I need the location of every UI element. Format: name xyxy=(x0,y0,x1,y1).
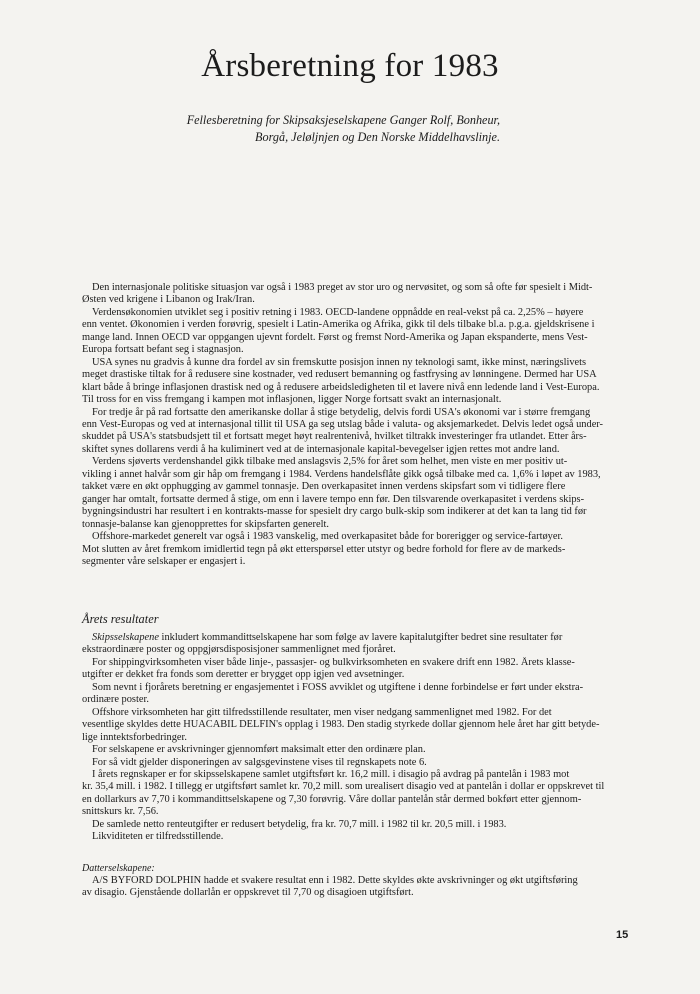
text-line: lige inntektsforbedringer. xyxy=(82,731,188,743)
text-line: Verdensøkonomien utviklet seg i positiv retning i 1983. OECD-landene oppnådde en real-vekst på ca. 2,25% – høyere xyxy=(92,306,584,318)
paragraph xyxy=(82,744,622,756)
text-line: meget drastiske tiltak for å redusere sine kostnader, ved redusert bemanning og fastfrysing av lønningene. Dermed har USA xyxy=(82,369,597,381)
text-line: tonnasje-balanse kan gjenopprettes for skipsfarten generelt. xyxy=(82,518,329,530)
text-line: ordinære poster. xyxy=(82,694,149,706)
results-text xyxy=(82,632,622,844)
paragraph xyxy=(82,682,622,707)
text-line: mange land. Innen OECD var oppgangen ujevnt fordelt. Først og fremst Nord-Amerika og Japan ekspanderte, mens Vest- xyxy=(82,331,588,343)
text-line: skuddet på USA's statsbudsjett til et fortsatt meget høyt realrentenivå, hvilket tiltrakk investeringer fra utlandet. Etter års- xyxy=(82,431,587,443)
text-line: De samlede netto renteutgifter er redusert betydelig, fra kr. 70,7 mill. i 1982 til kr. 20,5 mill. i 1983. xyxy=(92,818,507,830)
text-line: Skipsselskapene inkludert kommandittselskapene har som følge av lavere kapitalutgifter bedret sine resultater før xyxy=(92,632,563,643)
page-number: 15 xyxy=(616,929,629,941)
text-line: I årets regnskaper er for skipsselskapene samlet utgiftsført kr. 16,2 mill. i disagio på avdrag på pantelån i 1983 mot xyxy=(92,768,570,780)
lead-term: Skipsselskapene xyxy=(92,632,159,643)
text-line: Likviditeten er tilfredsstillende. xyxy=(92,831,224,843)
text-line: vesentlige skyldes dette HUACABIL DELFIN's opplag i 1983. Den stadig styrkede dollar gjennom hele året har gitt betyde- xyxy=(82,719,600,731)
subtitle xyxy=(150,112,500,146)
paragraph xyxy=(82,282,622,307)
subtitle-line: Borgå, Jeløljnjen og Den Norske Middelhavslinje. xyxy=(255,130,500,144)
text-line: segmenter våre selskaper er engasjert i. xyxy=(82,555,246,567)
text-line: Europa fortsatt befant seg i stagnasjon. xyxy=(82,344,244,356)
text-line: Den internasjonale politiske situasjon var også i 1983 preget av stor uro og nervøsitet, og som så ofte før spesielt i Midt- xyxy=(92,282,593,293)
paragraph xyxy=(82,531,622,568)
text-line: vikling i annet halvår som gir håp om fremgang i 1984. Verdens handelsflåte gikk også tilbake med ca. 1,6% i løpet av 1983, xyxy=(82,468,601,480)
text-line: Østen ved krigene i Libanon og Irak/Iran. xyxy=(82,294,255,306)
paragraph xyxy=(82,819,622,831)
page-title: Årsberetning for 1983 xyxy=(201,48,499,84)
text-line: skiftet synes dollarens verdi å ha kuliminert ved at de internasjonale kapital-bevegelser igjen rettes mot andre land. xyxy=(82,443,560,455)
text-line: USA synes nu gradvis å kunne dra fordel av sin fremskutte posisjon innen ny teknologi samt, ikke minst, næringslivets xyxy=(92,356,587,368)
text-line: A/S BYFORD DOLPHIN hadde et svakere resultat enn i 1982. Dette skyldes økte avskrivninger og økt utgiftsføring xyxy=(92,875,578,886)
paragraph xyxy=(82,657,622,682)
text-line: utgifter er dekket fra fonds som deretter er brygget opp igjen ved avsetninger. xyxy=(82,669,405,681)
text-line: Som nevnt i fjorårets beretning er engasjementet i FOSS avviklet og utgiftene i denne forbindelse er ført under ekstra- xyxy=(92,681,584,693)
text-line: bygningsindustri har resultert i en kontrakts-masse for spesielt dry cargo bulk-skip som indikerer at det kan ta lang tid før xyxy=(82,506,587,518)
intro-text xyxy=(82,282,622,568)
paragraph xyxy=(82,456,622,531)
paragraph xyxy=(82,632,622,657)
text-line: Offshore virksomheten har gitt tilfredsstillende resultater, men viser nedgang sammenlignet med 1982. For det xyxy=(92,706,552,718)
section-heading: Årets resultater xyxy=(82,612,159,626)
paragraph xyxy=(82,757,622,769)
text-line: klart både å bringe inflasjonen drastisk ned og å redusere arbeidsledigheten til et lavere nivå enn ledende land i Vest-Europa. xyxy=(82,381,600,393)
text-line: en dollarkurs av 7,70 i kommandittselskapene og 7,30 forøvrig. Våre dollar pantelån står dermed bokført etter gjennom- xyxy=(82,793,582,805)
text-line: kr. 35,4 mill. i 1982. I tillegg er utgiftsført samlet kr. 70,2 mill. som urealisert disagio ved at pantelån i dollar er oppskrevet til xyxy=(82,781,605,793)
paragraph xyxy=(82,875,622,900)
text-line: ekstraordinære poster og oppgjørsdisposisjoner sammenlignet med fjoråret. xyxy=(82,644,396,656)
text-line: Til tross for en viss fremgang i kampen mot inflasjonen, ligger Norge fortsatt svakt an internasjonalt. xyxy=(82,394,502,406)
paragraph xyxy=(82,707,622,744)
text-line: For så vidt gjelder disponeringen av salgsgevinstene vises til regnskapets note 6. xyxy=(92,756,427,768)
paragraph xyxy=(82,831,622,843)
text-line: ganger har omtalt, fortsatte dermed å stige, om enn i lavere tempo enn før. Den tilsvarende overkapasitet i verdens skips- xyxy=(82,493,585,505)
text-line: Offshore-markedet generelt var også i 1983 vanskelig, med overkapasitet både for borerigger og service-fartøyer. xyxy=(92,531,563,543)
paragraph xyxy=(82,407,622,457)
text-line: For selskapene er avskrivninger gjennomført maksimalt etter den ordinære plan. xyxy=(92,744,426,756)
text-line: av disagio. Gjenstående dollarlån er oppskrevet til 7,70 og disagioen utgiftsført. xyxy=(82,887,414,899)
text-line: snittskurs kr. 7,56. xyxy=(82,806,159,818)
text-line: For tredje år på rad fortsatte den amerikanske dollar å stige betydelig, delvis fordi USA's økonomi var i større fremgang xyxy=(92,406,591,418)
text-line: enn Vest-Europas og ved at internasjonal tillit til USA ga seg utslag både i valuta- og aksjemarkedet. Delvis ledet også under- xyxy=(82,418,604,430)
text-line: enn ventet. Økonomien i verden forøvrig, spesielt i Latin-Amerika og Afrika, gikk til dels tilbake bl.a. p.g.a. gjeldskrisene i xyxy=(82,319,595,331)
paragraph xyxy=(82,357,622,407)
subtitle-line: Fellesberetning for Skipsaksjeselskapene Ganger Rolf, Bonheur, xyxy=(186,113,500,127)
paragraph xyxy=(82,307,622,357)
text-line: takket være en økt opphugging av gammel tonnasje. Den overkapasitet innen verdens skipsfart som vi tidligere flere xyxy=(82,481,566,493)
text-line: Verdens sjøverts verdenshandel gikk tilbake med anslagsvis 2,5% for året som helhet, men viste en mer positiv ut- xyxy=(92,456,568,468)
paragraph xyxy=(82,769,622,819)
text-line: Mot slutten av året fremkom imidlertid tegn på økt etterspørsel etter utstyr og bedre forhold for flere av de markeds- xyxy=(82,543,566,555)
subsidiaries-text xyxy=(82,875,622,900)
subsection-heading: Datterselskapene: xyxy=(82,863,155,874)
text-line: For shippingvirksomheten viser både linje-, passasjer- og bulkvirksomheten en svakere drift enn 1982. Årets klasse- xyxy=(92,656,575,668)
